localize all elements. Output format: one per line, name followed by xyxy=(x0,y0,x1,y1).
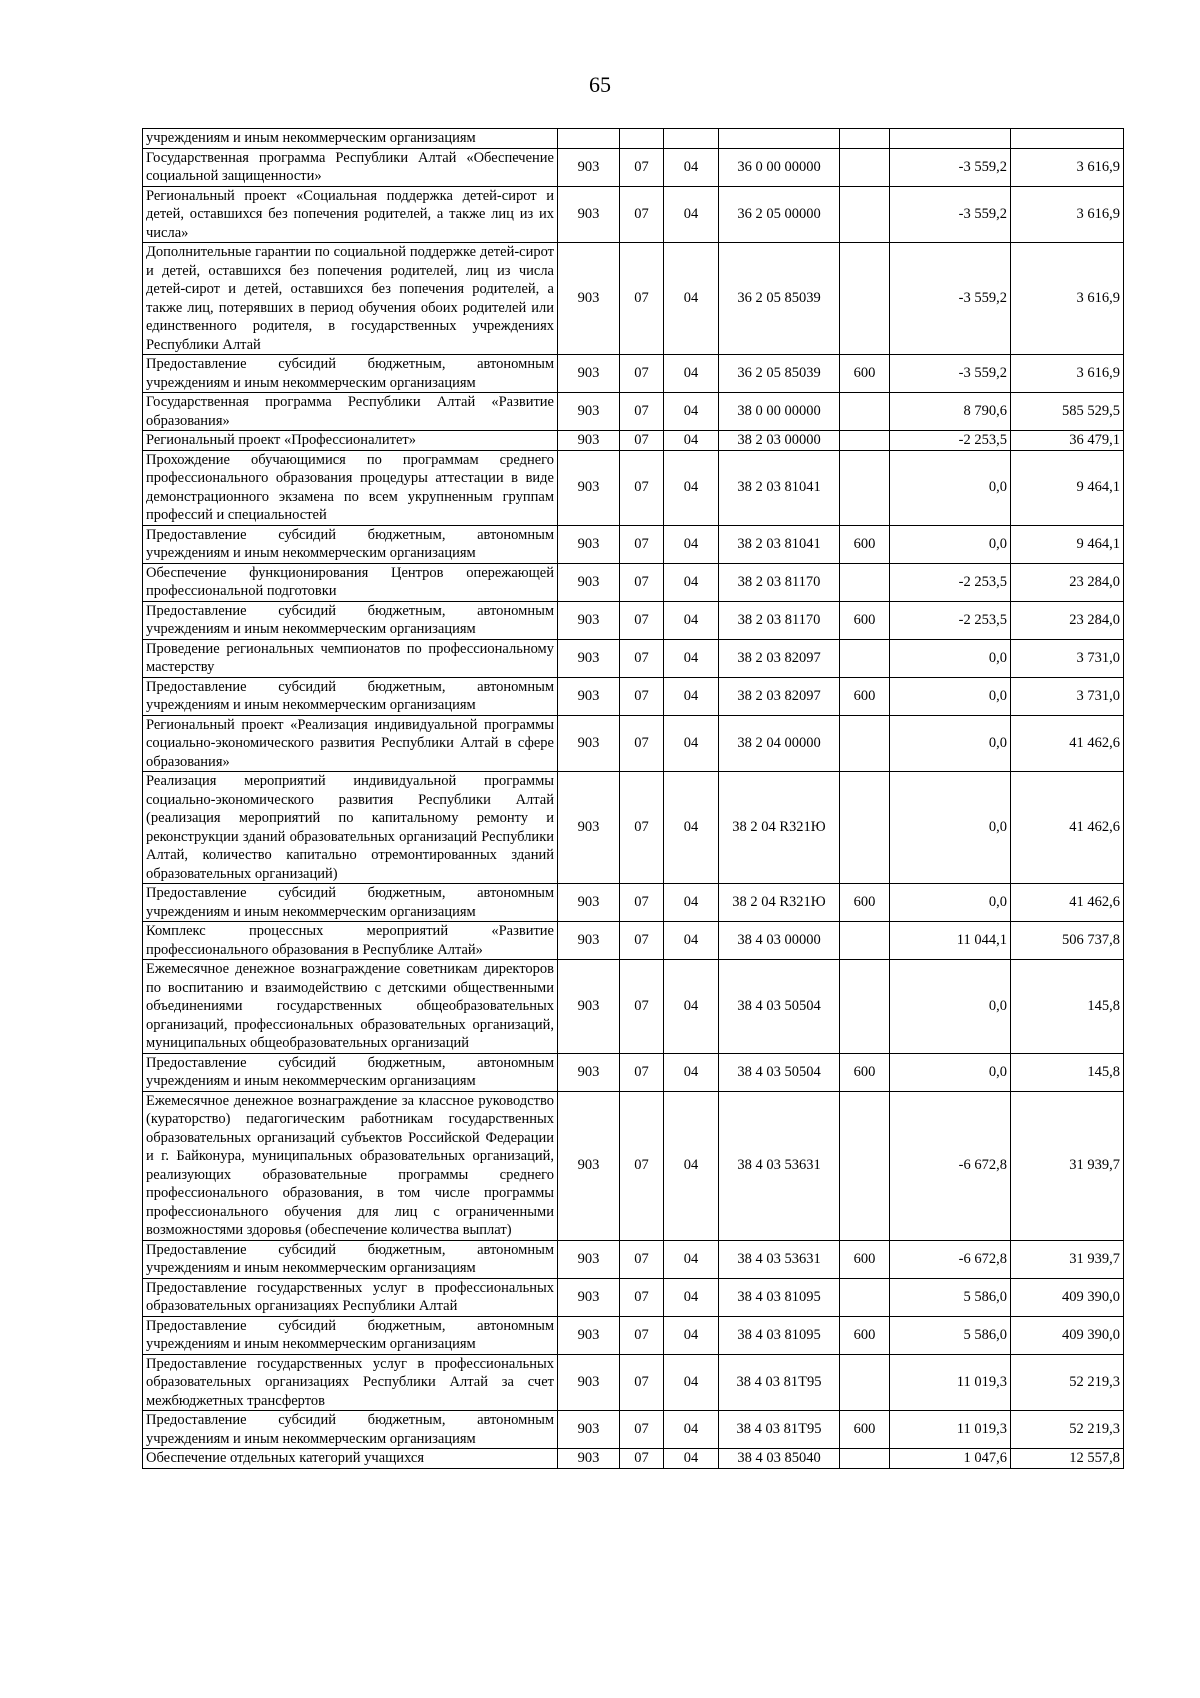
row-ved-code: 903 xyxy=(558,922,620,960)
row-ved-code: 903 xyxy=(558,186,620,243)
table-row xyxy=(143,243,1124,355)
row-target-article: 38 2 03 82097 xyxy=(719,639,840,677)
table-row xyxy=(143,431,1124,451)
row-change-amount: -2 253,5 xyxy=(890,563,1011,601)
row-expense-type xyxy=(840,393,890,431)
row-total-amount: 3 616,9 xyxy=(1011,186,1124,243)
row-expense-type: 600 xyxy=(840,677,890,715)
table-row xyxy=(143,601,1124,639)
row-ved-code: 903 xyxy=(558,1278,620,1316)
row-name: Предоставление субсидий бюджетным, автономным учреждениям и иным некоммерческим организациям xyxy=(143,884,558,922)
row-target-article: 38 4 03 53631 xyxy=(719,1240,840,1278)
row-subsection-code: 04 xyxy=(664,450,719,525)
table-row xyxy=(143,1091,1124,1240)
row-change-amount: 0,0 xyxy=(890,450,1011,525)
row-name: Прохождение обучающимися по программам среднего профессионального образования процедуры аттестации в виде демонстрационного экзамена по всем укрупненным группам профессий и специальностей xyxy=(143,450,558,525)
row-section-code: 07 xyxy=(620,1278,664,1316)
row-ved-code: 903 xyxy=(558,1053,620,1091)
row-name: Комплекс процессных мероприятий «Развитие профессионального образования в Республике Алтай» xyxy=(143,922,558,960)
row-expense-type xyxy=(840,1278,890,1316)
row-change-amount: 11 044,1 xyxy=(890,922,1011,960)
row-subsection-code: 04 xyxy=(664,563,719,601)
row-expense-type xyxy=(840,715,890,772)
row-ved-code: 903 xyxy=(558,1316,620,1354)
row-expense-type xyxy=(840,772,890,884)
row-target-article: 38 4 03 81095 xyxy=(719,1278,840,1316)
table-row xyxy=(143,1316,1124,1354)
row-change-amount: 0,0 xyxy=(890,715,1011,772)
row-total-amount: 3 616,9 xyxy=(1011,243,1124,355)
row-expense-type: 600 xyxy=(840,601,890,639)
row-name: учреждениям и иным некоммерческим организациям xyxy=(143,129,558,149)
row-total-amount xyxy=(1011,129,1124,149)
row-change-amount: 0,0 xyxy=(890,525,1011,563)
row-total-amount: 36 479,1 xyxy=(1011,431,1124,451)
row-expense-type: 600 xyxy=(840,1316,890,1354)
row-section-code: 07 xyxy=(620,1240,664,1278)
row-section-code: 07 xyxy=(620,677,664,715)
row-target-article: 38 2 03 81041 xyxy=(719,450,840,525)
row-subsection-code: 04 xyxy=(664,1091,719,1240)
row-total-amount: 12 557,8 xyxy=(1011,1449,1124,1469)
row-target-article: 38 4 03 50504 xyxy=(719,960,840,1054)
row-target-article: 38 4 03 81Т95 xyxy=(719,1354,840,1411)
page-number: 65 xyxy=(589,72,611,97)
row-section-code: 07 xyxy=(620,639,664,677)
row-change-amount: 0,0 xyxy=(890,772,1011,884)
row-change-amount: -3 559,2 xyxy=(890,186,1011,243)
table-row xyxy=(143,884,1124,922)
row-ved-code: 903 xyxy=(558,148,620,186)
table-row xyxy=(143,129,1124,149)
row-section-code: 07 xyxy=(620,922,664,960)
row-change-amount: -6 672,8 xyxy=(890,1091,1011,1240)
row-total-amount: 3 731,0 xyxy=(1011,639,1124,677)
row-ved-code xyxy=(558,129,620,149)
row-total-amount: 41 462,6 xyxy=(1011,772,1124,884)
row-subsection-code: 04 xyxy=(664,148,719,186)
row-ved-code: 903 xyxy=(558,715,620,772)
row-target-article: 38 4 03 53631 xyxy=(719,1091,840,1240)
row-subsection-code: 04 xyxy=(664,431,719,451)
row-name: Дополнительные гарантии по социальной поддержке детей-сирот и детей, оставшихся без попечения родителей, лиц из числа детей-сирот и детей, оставшихся без попечения родителей, а также лиц, потерявших в период обучения обоих родителей или единственного родителя, в государственных учреждениях Республики Алтай xyxy=(143,243,558,355)
row-section-code: 07 xyxy=(620,355,664,393)
row-expense-type xyxy=(840,563,890,601)
table-row xyxy=(143,355,1124,393)
row-subsection-code: 04 xyxy=(664,677,719,715)
table-row xyxy=(143,715,1124,772)
row-subsection-code: 04 xyxy=(664,1354,719,1411)
row-section-code: 07 xyxy=(620,563,664,601)
table-row xyxy=(143,186,1124,243)
row-expense-type xyxy=(840,450,890,525)
table-row xyxy=(143,1240,1124,1278)
row-expense-type: 600 xyxy=(840,1240,890,1278)
row-change-amount: -3 559,2 xyxy=(890,148,1011,186)
budget-table xyxy=(142,128,1124,1469)
row-name: Государственная программа Республики Алтай «Развитие образования» xyxy=(143,393,558,431)
row-section-code: 07 xyxy=(620,601,664,639)
row-expense-type xyxy=(840,639,890,677)
row-change-amount: 0,0 xyxy=(890,677,1011,715)
row-name: Предоставление субсидий бюджетным, автономным учреждениям и иным некоммерческим организациям xyxy=(143,1053,558,1091)
row-name: Реализация мероприятий индивидуальной программы социально-экономического развития Республики Алтай (реализация мероприятий по капитальному ремонту и реконструкции зданий образовательных организаций Республики Алтай, количество капитально отремонтированных зданий образовательных организаций) xyxy=(143,772,558,884)
row-change-amount: -2 253,5 xyxy=(890,601,1011,639)
row-ved-code: 903 xyxy=(558,355,620,393)
row-target-article: 38 2 04 R321Ю xyxy=(719,772,840,884)
row-name: Предоставление субсидий бюджетным, автономным учреждениям и иным некоммерческим организациям xyxy=(143,1411,558,1449)
row-target-article: 38 4 03 81095 xyxy=(719,1316,840,1354)
row-target-article xyxy=(719,129,840,149)
row-subsection-code: 04 xyxy=(664,639,719,677)
row-target-article: 38 4 03 00000 xyxy=(719,922,840,960)
row-ved-code: 903 xyxy=(558,884,620,922)
row-change-amount: 5 586,0 xyxy=(890,1278,1011,1316)
table-row xyxy=(143,393,1124,431)
row-total-amount: 41 462,6 xyxy=(1011,884,1124,922)
row-expense-type: 600 xyxy=(840,884,890,922)
row-target-article: 38 4 03 81Т95 xyxy=(719,1411,840,1449)
row-expense-type xyxy=(840,186,890,243)
row-change-amount: -3 559,2 xyxy=(890,243,1011,355)
row-target-article: 36 2 05 00000 xyxy=(719,186,840,243)
row-name: Предоставление субсидий бюджетным, автономным учреждениям и иным некоммерческим организациям xyxy=(143,355,558,393)
row-subsection-code: 04 xyxy=(664,1278,719,1316)
row-ved-code: 903 xyxy=(558,1091,620,1240)
row-subsection-code: 04 xyxy=(664,1449,719,1469)
row-subsection-code: 04 xyxy=(664,1240,719,1278)
row-total-amount: 52 219,3 xyxy=(1011,1354,1124,1411)
row-target-article: 36 2 05 85039 xyxy=(719,243,840,355)
row-expense-type xyxy=(840,922,890,960)
row-section-code: 07 xyxy=(620,1316,664,1354)
row-total-amount: 409 390,0 xyxy=(1011,1278,1124,1316)
row-ved-code: 903 xyxy=(558,243,620,355)
row-name: Предоставление субсидий бюджетным, автономным учреждениям и иным некоммерческим организациям xyxy=(143,525,558,563)
row-total-amount: 3 616,9 xyxy=(1011,148,1124,186)
row-total-amount: 3 731,0 xyxy=(1011,677,1124,715)
row-target-article: 38 2 03 81170 xyxy=(719,601,840,639)
table-row xyxy=(143,525,1124,563)
table-row xyxy=(143,563,1124,601)
row-change-amount: -3 559,2 xyxy=(890,355,1011,393)
row-section-code: 07 xyxy=(620,1053,664,1091)
row-section-code: 07 xyxy=(620,525,664,563)
row-name: Обеспечение отдельных категорий учащихся xyxy=(143,1449,558,1469)
row-total-amount: 41 462,6 xyxy=(1011,715,1124,772)
row-section-code: 07 xyxy=(620,393,664,431)
row-subsection-code: 04 xyxy=(664,355,719,393)
row-name: Предоставление государственных услуг в профессиональных образовательных организациях Республики Алтай за счет межбюджетных трансфертов xyxy=(143,1354,558,1411)
row-ved-code: 903 xyxy=(558,1411,620,1449)
row-ved-code: 903 xyxy=(558,393,620,431)
table-row xyxy=(143,772,1124,884)
table-row xyxy=(143,1278,1124,1316)
row-ved-code: 903 xyxy=(558,431,620,451)
row-section-code: 07 xyxy=(620,450,664,525)
row-total-amount: 31 939,7 xyxy=(1011,1091,1124,1240)
row-ved-code: 903 xyxy=(558,1449,620,1469)
table-row xyxy=(143,639,1124,677)
row-expense-type: 600 xyxy=(840,525,890,563)
table-row xyxy=(143,450,1124,525)
row-subsection-code: 04 xyxy=(664,186,719,243)
row-expense-type: 600 xyxy=(840,1411,890,1449)
row-subsection-code: 04 xyxy=(664,715,719,772)
row-ved-code: 903 xyxy=(558,639,620,677)
row-section-code: 07 xyxy=(620,186,664,243)
row-subsection-code: 04 xyxy=(664,1053,719,1091)
table-row xyxy=(143,1354,1124,1411)
table-body xyxy=(143,129,1124,1469)
row-section-code: 07 xyxy=(620,1354,664,1411)
row-expense-type xyxy=(840,960,890,1054)
row-target-article: 38 0 00 00000 xyxy=(719,393,840,431)
row-change-amount: 1 047,6 xyxy=(890,1449,1011,1469)
row-total-amount: 409 390,0 xyxy=(1011,1316,1124,1354)
table-row xyxy=(143,677,1124,715)
row-subsection-code: 04 xyxy=(664,1411,719,1449)
row-name: Ежемесячное денежное вознаграждение за классное руководство (кураторство) педагогическим работникам государственных образовательных организаций субъектов Российской Федерации и г. Байконура, муниципальных образовательных организаций, реализующих образовательные программы среднего профессионального образования, в том числе программы профессионального обучения для лиц с ограниченными возможностями здоровья (обеспечение количества выплат) xyxy=(143,1091,558,1240)
row-change-amount: 0,0 xyxy=(890,884,1011,922)
row-total-amount: 9 464,1 xyxy=(1011,450,1124,525)
row-name: Предоставление субсидий бюджетным, автономным учреждениям и иным некоммерческим организациям xyxy=(143,1316,558,1354)
row-ved-code: 903 xyxy=(558,525,620,563)
row-total-amount: 31 939,7 xyxy=(1011,1240,1124,1278)
row-expense-type xyxy=(840,1449,890,1469)
table-row xyxy=(143,1411,1124,1449)
row-ved-code: 903 xyxy=(558,1354,620,1411)
row-ved-code: 903 xyxy=(558,1240,620,1278)
table-row xyxy=(143,922,1124,960)
row-target-article: 38 2 04 00000 xyxy=(719,715,840,772)
row-expense-type xyxy=(840,1354,890,1411)
row-total-amount: 506 737,8 xyxy=(1011,922,1124,960)
row-change-amount: 8 790,6 xyxy=(890,393,1011,431)
row-expense-type: 600 xyxy=(840,355,890,393)
row-change-amount: 0,0 xyxy=(890,960,1011,1054)
row-expense-type: 600 xyxy=(840,1053,890,1091)
row-ved-code: 903 xyxy=(558,601,620,639)
row-change-amount: 5 586,0 xyxy=(890,1316,1011,1354)
row-section-code: 07 xyxy=(620,1091,664,1240)
row-name: Обеспечение функционирования Центров опережающей профессиональной подготовки xyxy=(143,563,558,601)
row-change-amount xyxy=(890,129,1011,149)
row-section-code: 07 xyxy=(620,431,664,451)
row-ved-code: 903 xyxy=(558,772,620,884)
row-subsection-code: 04 xyxy=(664,243,719,355)
row-name: Предоставление государственных услуг в профессиональных образовательных организациях Республики Алтай xyxy=(143,1278,558,1316)
row-change-amount: 0,0 xyxy=(890,639,1011,677)
row-ved-code: 903 xyxy=(558,563,620,601)
row-change-amount: 0,0 xyxy=(890,1053,1011,1091)
row-change-amount: 11 019,3 xyxy=(890,1411,1011,1449)
row-section-code: 07 xyxy=(620,1411,664,1449)
row-name: Проведение региональных чемпионатов по профессиональному мастерству xyxy=(143,639,558,677)
row-total-amount: 145,8 xyxy=(1011,1053,1124,1091)
row-name: Региональный проект «Реализация индивидуальной программы социально-экономического развития Республики Алтай в сфере образования» xyxy=(143,715,558,772)
row-total-amount: 23 284,0 xyxy=(1011,601,1124,639)
row-expense-type xyxy=(840,148,890,186)
row-change-amount: -2 253,5 xyxy=(890,431,1011,451)
row-subsection-code: 04 xyxy=(664,393,719,431)
row-section-code: 07 xyxy=(620,772,664,884)
row-name: Региональный проект «Социальная поддержка детей-сирот и детей, оставшихся без попечения родителей, а также лиц из их числа» xyxy=(143,186,558,243)
row-target-article: 38 2 03 00000 xyxy=(719,431,840,451)
row-target-article: 38 4 03 85040 xyxy=(719,1449,840,1469)
row-subsection-code: 04 xyxy=(664,525,719,563)
row-total-amount: 23 284,0 xyxy=(1011,563,1124,601)
row-total-amount: 145,8 xyxy=(1011,960,1124,1054)
row-target-article: 38 4 03 50504 xyxy=(719,1053,840,1091)
row-target-article: 36 2 05 85039 xyxy=(719,355,840,393)
row-expense-type xyxy=(840,431,890,451)
row-name: Предоставление субсидий бюджетным, автономным учреждениям и иным некоммерческим организациям xyxy=(143,677,558,715)
row-target-article: 36 0 00 00000 xyxy=(719,148,840,186)
row-section-code: 07 xyxy=(620,715,664,772)
row-total-amount: 9 464,1 xyxy=(1011,525,1124,563)
row-target-article: 38 2 04 R321Ю xyxy=(719,884,840,922)
row-section-code: 07 xyxy=(620,1449,664,1469)
row-total-amount: 585 529,5 xyxy=(1011,393,1124,431)
table-row xyxy=(143,1053,1124,1091)
row-section-code: 07 xyxy=(620,884,664,922)
row-name: Ежемесячное денежное вознаграждение советникам директоров по воспитанию и взаимодействию с детскими общественными объединениями государственных общеобразовательных организаций, профессиональных образовательных организаций, муниципальных общеобразовательных организаций xyxy=(143,960,558,1054)
row-subsection-code: 04 xyxy=(664,1316,719,1354)
row-ved-code: 903 xyxy=(558,450,620,525)
row-change-amount: 11 019,3 xyxy=(890,1354,1011,1411)
row-target-article: 38 2 03 82097 xyxy=(719,677,840,715)
row-target-article: 38 2 03 81170 xyxy=(719,563,840,601)
row-subsection-code: 04 xyxy=(664,772,719,884)
row-subsection-code: 04 xyxy=(664,884,719,922)
row-section-code: 07 xyxy=(620,148,664,186)
table-row xyxy=(143,1449,1124,1469)
row-section-code: 07 xyxy=(620,243,664,355)
row-target-article: 38 2 03 81041 xyxy=(719,525,840,563)
row-ved-code: 903 xyxy=(558,960,620,1054)
row-change-amount: -6 672,8 xyxy=(890,1240,1011,1278)
row-section-code: 07 xyxy=(620,960,664,1054)
row-name: Региональный проект «Профессионалитет» xyxy=(143,431,558,451)
row-total-amount: 52 219,3 xyxy=(1011,1411,1124,1449)
row-subsection-code: 04 xyxy=(664,922,719,960)
row-name: Предоставление субсидий бюджетным, автономным учреждениям и иным некоммерческим организациям xyxy=(143,601,558,639)
row-ved-code: 903 xyxy=(558,677,620,715)
table-row xyxy=(143,148,1124,186)
table-row xyxy=(143,960,1124,1054)
row-expense-type xyxy=(840,1091,890,1240)
row-subsection-code: 04 xyxy=(664,960,719,1054)
row-subsection-code: 04 xyxy=(664,601,719,639)
row-name: Предоставление субсидий бюджетным, автономным учреждениям и иным некоммерческим организациям xyxy=(143,1240,558,1278)
row-subsection-code xyxy=(664,129,719,149)
row-name: Государственная программа Республики Алтай «Обеспечение социальной защищенности» xyxy=(143,148,558,186)
row-section-code xyxy=(620,129,664,149)
row-expense-type xyxy=(840,129,890,149)
row-expense-type xyxy=(840,243,890,355)
row-total-amount: 3 616,9 xyxy=(1011,355,1124,393)
